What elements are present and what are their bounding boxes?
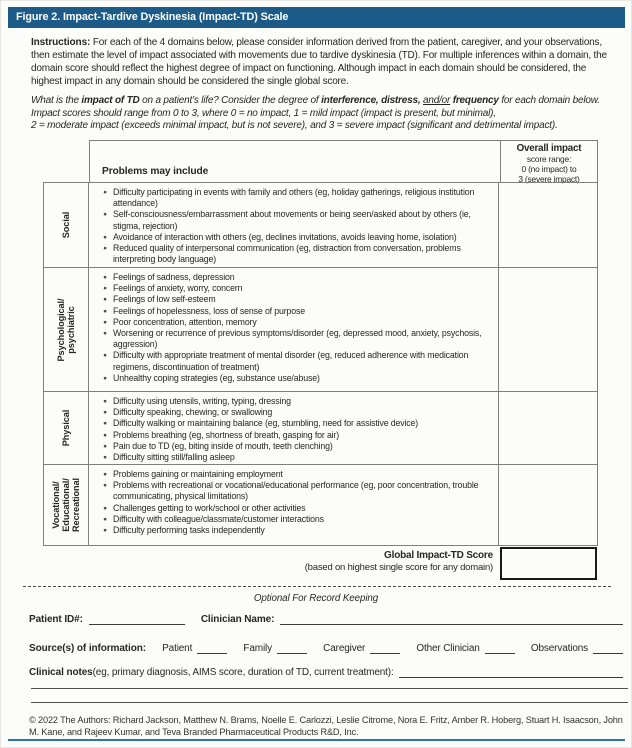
table-row-psychological xyxy=(44,268,597,392)
source-patient: Patient xyxy=(162,641,227,654)
bullet-icon: ● xyxy=(103,296,107,304)
patient-clinician-row xyxy=(29,610,623,625)
list-item: ● Poor concentration, attention, memory xyxy=(97,317,494,328)
bullet-icon: ● xyxy=(103,527,107,535)
bullet-icon: ● xyxy=(103,285,107,293)
global-score-label xyxy=(305,549,493,575)
impact-question-line-1: What is the impact of TD on a patient’s life? Consider the degree of interference, distress, and/or frequency for each domain below. xyxy=(31,95,600,106)
list-item: ● Difficulty speaking, chewing, or swallowing xyxy=(97,407,494,418)
problems-cell-physical xyxy=(89,392,499,464)
psychological-score-cell[interactable] xyxy=(499,268,597,391)
source-caregiver: Caregiver xyxy=(323,641,400,654)
instructions-label: Instructions: xyxy=(31,37,91,48)
list-item: ● Problems with recreational or vocational/educational performance (eg, poor concentration, trouble communicating, physical limitations) xyxy=(97,480,494,502)
list-item: ● Feelings of low self-esteem xyxy=(97,294,494,305)
source-family-field[interactable] xyxy=(277,641,307,654)
clinician-name-label: Clinician Name: xyxy=(200,614,275,625)
list-item: ● Feelings of hopelessness, loss of sense of purpose xyxy=(97,306,494,317)
bullet-icon: ● xyxy=(103,431,107,439)
table-header-row xyxy=(89,140,598,182)
domain-label-vocational: Vocational/ Educational/ Recreational xyxy=(51,478,81,532)
impact-question-paragraph xyxy=(31,95,629,133)
list-item: ● Worsening or recurrence of previous symptoms/disorder (eg, depressed mood, anxiety, psychosis, aggression) xyxy=(97,328,494,350)
clinical-notes-line-3[interactable] xyxy=(31,702,628,703)
global-score-title: Global Impact-TD Score xyxy=(384,550,493,561)
list-item: ● Difficulty walking or maintaining balance (eg, stumbling, need for assistive device) xyxy=(97,418,494,429)
clinician-name-field[interactable] xyxy=(280,612,623,625)
list-item: ● Difficulty performing tasks independently xyxy=(97,525,494,536)
global-score-box[interactable] xyxy=(500,547,597,580)
bullet-icon: ● xyxy=(103,471,107,478)
list-item: ● Difficulty using utensils, writing, typing, dressing xyxy=(97,396,494,407)
domain-cell-vocational xyxy=(44,465,89,545)
figure-title-bar xyxy=(8,7,625,28)
bullet-icon: ● xyxy=(103,374,107,382)
bullet-icon: ● xyxy=(103,409,107,417)
sources-label: Source(s) of information: xyxy=(29,643,146,654)
clinical-notes-field[interactable] xyxy=(399,665,623,678)
list-item: ● Self-consciousness/embarrassment about movements or being seen/asked about by others (ie, stigma, rejection) xyxy=(97,209,494,231)
list-item: ● Avoidance of interaction with others (eg, declines invitations, avoids leaving home, isolation) xyxy=(97,232,494,243)
list-item: ● Unhealthy coping strategies (eg, substance use/abuse) xyxy=(97,373,494,384)
global-score-subtitle: (based on highest single score for any domain) xyxy=(304,562,493,573)
bullet-icon: ● xyxy=(103,515,107,523)
bullet-icon: ● xyxy=(103,454,107,462)
overall-impact-header-cell xyxy=(501,141,597,182)
bullet-icon: ● xyxy=(103,442,107,450)
bullet-icon: ● xyxy=(103,189,107,196)
physical-score-cell[interactable] xyxy=(499,392,597,464)
vocational-score-cell[interactable] xyxy=(499,465,597,545)
source-patient-field[interactable] xyxy=(197,641,227,654)
figure-title: Figure 2. Impact-Tardive Dyskinesia (Impact-TD) Scale xyxy=(16,11,289,23)
source-other-clinician-field[interactable] xyxy=(485,641,515,654)
impact-table-body xyxy=(43,182,598,546)
bullet-icon: ● xyxy=(103,482,107,490)
domain-label-social: Social xyxy=(61,211,71,239)
bullet-icon: ● xyxy=(103,307,107,315)
bullet-icon: ● xyxy=(103,420,107,428)
list-item: ● Difficulty with appropriate treatment of mental disorder (eg, reduced adherence with medication regimens, discontinuation of treatment) xyxy=(97,350,494,372)
problems-cell-vocational xyxy=(89,465,499,545)
bullet-icon: ● xyxy=(103,330,107,338)
clinical-notes-row xyxy=(29,663,623,678)
sources-row xyxy=(29,639,623,654)
overall-impact-sub-3: 3 (severe impact) xyxy=(518,173,580,184)
instructions-paragraph xyxy=(31,36,613,88)
bullet-icon: ● xyxy=(103,233,107,241)
impact-question-line-3: 2 = moderate impact (exceeds minimal impact, but is not severe), and 3 = severe impact (significant and detrimental impact). xyxy=(31,120,558,132)
section-divider-dashed xyxy=(23,586,611,587)
overall-impact-title: Overall impact xyxy=(516,143,582,154)
table-row-social xyxy=(44,183,597,268)
clinical-notes-label: Clinical notes xyxy=(29,667,93,678)
impact-question-line-2: Impact scores should range from 0 to 3, where 0 = no impact, 1 = mild impact (impact is present, but minimal), xyxy=(31,107,496,119)
overall-impact-sub-2: 0 (no impact) to xyxy=(521,163,577,174)
source-other-clinician: Other Clinician xyxy=(416,641,514,654)
domain-cell-psychological xyxy=(44,268,89,391)
domain-cell-physical xyxy=(44,392,89,464)
bullet-icon: ● xyxy=(103,398,107,405)
bullet-icon: ● xyxy=(103,211,107,219)
patient-id-label: Patient ID#: xyxy=(29,614,83,625)
list-item: ● Feelings of sadness, depression xyxy=(97,272,494,283)
list-item: ● Pain due to TD (eg, biting inside of mouth, teeth clenching) xyxy=(97,441,494,452)
social-score-cell[interactable] xyxy=(499,183,597,267)
domain-cell-social xyxy=(44,183,89,267)
list-item: ● Problems breathing (eg, shortness of breath, gasping for air) xyxy=(97,430,494,441)
optional-record-keeping-heading: Optional For Record Keeping xyxy=(253,593,379,604)
clinical-notes-line-2[interactable] xyxy=(31,688,628,689)
problems-cell-psychological xyxy=(89,268,499,391)
list-item: ● Reduced quality of interpersonal communication (eg, distraction from conversation, problems interpreting body language) xyxy=(97,243,494,265)
list-item: ● Feelings of anxiety, worry, concern xyxy=(97,283,494,294)
bullet-icon: ● xyxy=(103,352,107,360)
table-row-vocational xyxy=(44,465,597,545)
domain-label-psychological: Psychological/ psychiatric xyxy=(56,298,76,361)
source-caregiver-field[interactable] xyxy=(370,641,400,654)
patient-id-field[interactable] xyxy=(89,612,185,625)
footer-accent-line xyxy=(8,739,625,741)
list-item: ● Difficulty with colleague/classmate/customer interactions xyxy=(97,514,494,525)
list-item: ● Difficulty sitting still/falling asleep xyxy=(97,452,494,463)
problems-cell-social xyxy=(89,183,499,267)
domain-label-physical: Physical xyxy=(61,409,71,447)
list-item: ● Difficulty participating in events with family and others (eg, holiday gatherings, religious institution attendance) xyxy=(97,187,494,209)
problems-header-cell: Problems may include xyxy=(90,141,501,182)
bullet-icon: ● xyxy=(103,274,107,281)
copyright-text: © 2022 The Authors: Richard Jackson, Matthew N. Brams, Noelle E. Carlozzi, Leslie Citrome, Nora E. Fritz, Amber R. Hoberg, Stuart H. Isaacson, John M. Kane, and Rajeev Kumar, and Teva Branded Pharmaceutical Products R&D, Inc. xyxy=(29,715,623,737)
source-observations: Observations xyxy=(531,641,623,654)
overall-impact-sub-1: score range: xyxy=(526,154,572,164)
table-row-physical xyxy=(44,392,597,465)
bullet-icon: ● xyxy=(103,504,107,512)
instructions-text: For each of the 4 domains below, please consider information derived from the patient, caregiver, and your observations, then estimate the level of impact associated with movements due to tardive dyskinesia (TD). For multiple inferences within a domain, the domain score should reflect the highest degree of impact on functioning. Although impact in each domain should be considered, the highest impact in any domain should be considered the single global score. xyxy=(31,37,607,87)
bullet-icon: ● xyxy=(103,318,107,326)
list-item: ● Problems gaining or maintaining employment xyxy=(97,469,494,480)
list-item: ● Challenges getting to work/school or other activities xyxy=(97,503,494,514)
bullet-icon: ● xyxy=(103,245,107,253)
source-family: Family xyxy=(243,641,307,654)
source-observations-field[interactable] xyxy=(593,641,623,654)
clinical-notes-hint: (eg, primary diagnosis, AIMS score, duration of TD, current treatment): xyxy=(92,667,394,678)
